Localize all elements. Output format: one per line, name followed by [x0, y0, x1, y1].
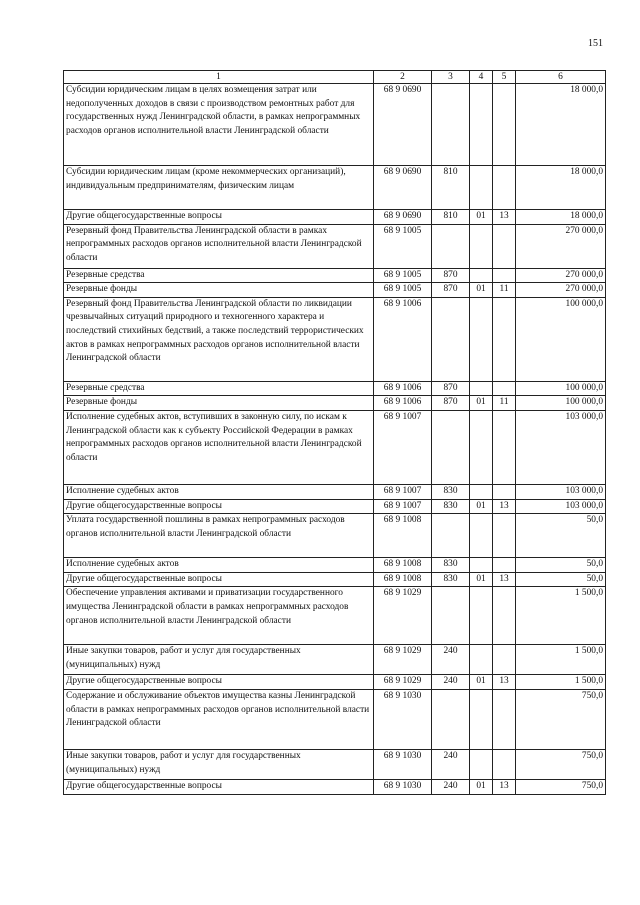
row-amount: 50,0	[516, 514, 606, 558]
row-expense-type: 830	[432, 572, 470, 587]
row-description: Субсидии юридическим лицам в целях возмещения затрат или недополученных доходов в связи с производством ремонтных работ для государственных нужд Ленинградской области, в рамках непрограммных расходов органов исполнительной власти Ленинградской области	[64, 84, 374, 166]
row-expense-type: 830	[432, 558, 470, 573]
row-subsection: 11	[493, 283, 516, 298]
row-amount: 18 000,0	[516, 210, 606, 225]
column-header-5: 5	[493, 71, 516, 84]
table-row	[64, 514, 606, 558]
row-target-article: 68 9 1005	[374, 224, 432, 268]
table-row	[64, 224, 606, 268]
row-amount: 103 000,0	[516, 410, 606, 484]
table-row	[64, 84, 606, 166]
table-row	[64, 410, 606, 484]
row-target-article: 68 9 0690	[374, 166, 432, 210]
row-target-article: 68 9 0690	[374, 84, 432, 166]
row-target-article: 68 9 1030	[374, 749, 432, 779]
row-target-article: 68 9 1029	[374, 675, 432, 690]
row-target-article: 68 9 1029	[374, 587, 432, 645]
table-header	[64, 71, 606, 84]
row-target-article: 68 9 1008	[374, 514, 432, 558]
row-description: Субсидии юридическим лицам (кроме некоммерческих организаций), индивидуальным предпринимателям, физическим лицам	[64, 166, 374, 210]
table-row	[64, 572, 606, 587]
row-expense-type: 870	[432, 268, 470, 283]
table-row	[64, 779, 606, 794]
row-subsection	[493, 749, 516, 779]
row-description: Другие общегосударственные вопросы	[64, 572, 374, 587]
row-subsection	[493, 268, 516, 283]
column-header-3: 3	[432, 71, 470, 84]
row-section	[470, 84, 493, 166]
row-target-article: 68 9 1006	[374, 381, 432, 396]
table-row	[64, 484, 606, 499]
row-section	[470, 514, 493, 558]
row-expense-type	[432, 514, 470, 558]
row-amount: 1 500,0	[516, 587, 606, 645]
row-subsection	[493, 587, 516, 645]
row-description: Резервные фонды	[64, 396, 374, 411]
row-expense-type: 810	[432, 210, 470, 225]
row-target-article: 68 9 1005	[374, 268, 432, 283]
row-section: 01	[470, 210, 493, 225]
row-amount: 270 000,0	[516, 224, 606, 268]
row-amount: 50,0	[516, 572, 606, 587]
row-section: 01	[470, 779, 493, 794]
row-expense-type: 240	[432, 645, 470, 675]
row-subsection	[493, 645, 516, 675]
row-section: 01	[470, 499, 493, 514]
row-amount: 103 000,0	[516, 499, 606, 514]
row-target-article: 68 9 1007	[374, 410, 432, 484]
row-subsection	[493, 84, 516, 166]
row-amount: 100 000,0	[516, 381, 606, 396]
row-expense-type	[432, 587, 470, 645]
table-row	[64, 645, 606, 675]
row-subsection: 13	[493, 572, 516, 587]
row-subsection	[493, 484, 516, 499]
row-amount: 750,0	[516, 689, 606, 749]
row-amount: 103 000,0	[516, 484, 606, 499]
row-description: Резервный фонд Правительства Ленинградской области в рамках непрограммных расходов органов исполнительной власти Ленинградской области	[64, 224, 374, 268]
row-subsection	[493, 410, 516, 484]
row-section: 01	[470, 283, 493, 298]
row-description: Уплата государственной пошлины в рамках непрограммных расходов органов исполнительной власти Ленинградской области	[64, 514, 374, 558]
row-section	[470, 410, 493, 484]
row-expense-type	[432, 224, 470, 268]
row-subsection: 13	[493, 210, 516, 225]
row-amount: 18 000,0	[516, 84, 606, 166]
row-expense-type: 240	[432, 779, 470, 794]
table-row	[64, 558, 606, 573]
row-section	[470, 587, 493, 645]
row-amount: 270 000,0	[516, 268, 606, 283]
row-description: Резервный фонд Правительства Ленинградской области по ликвидации чрезвычайных ситуаций природного и техногенного характера и последствий стихийных бедствий, а также последствий террористических актов в рамках непрограммных расходов органов исполнительной власти Ленинградской области	[64, 297, 374, 381]
table-row	[64, 749, 606, 779]
row-target-article: 68 9 1030	[374, 689, 432, 749]
row-description: Другие общегосударственные вопросы	[64, 675, 374, 690]
table-row	[64, 675, 606, 690]
column-number-row	[64, 71, 606, 84]
row-description: Исполнение судебных актов	[64, 558, 374, 573]
row-subsection: 11	[493, 396, 516, 411]
row-subsection: 13	[493, 499, 516, 514]
row-description: Другие общегосударственные вопросы	[64, 210, 374, 225]
column-header-4: 4	[470, 71, 493, 84]
row-amount: 750,0	[516, 749, 606, 779]
row-description: Другие общегосударственные вопросы	[64, 779, 374, 794]
row-section	[470, 484, 493, 499]
row-subsection: 13	[493, 779, 516, 794]
row-target-article: 68 9 1006	[374, 297, 432, 381]
table-row	[64, 297, 606, 381]
table-row	[64, 268, 606, 283]
row-section: 01	[470, 572, 493, 587]
page-number: 151	[588, 38, 603, 49]
row-section: 01	[470, 396, 493, 411]
row-amount: 270 000,0	[516, 283, 606, 298]
row-expense-type	[432, 410, 470, 484]
row-section	[470, 166, 493, 210]
row-subsection	[493, 689, 516, 749]
row-amount: 1 500,0	[516, 645, 606, 675]
row-subsection	[493, 381, 516, 396]
row-expense-type: 830	[432, 499, 470, 514]
row-amount: 50,0	[516, 558, 606, 573]
row-section	[470, 645, 493, 675]
row-amount: 100 000,0	[516, 396, 606, 411]
row-target-article: 68 9 0690	[374, 210, 432, 225]
row-section: 01	[470, 675, 493, 690]
row-section	[470, 558, 493, 573]
table-body	[64, 84, 606, 795]
row-target-article: 68 9 1006	[374, 396, 432, 411]
row-description: Обеспечение управления активами и приватизации государственного имущества Ленинградской области в рамках непрограммных расходов органов исполнительной власти Ленинградской области	[64, 587, 374, 645]
column-header-6: 6	[516, 71, 606, 84]
row-amount: 100 000,0	[516, 297, 606, 381]
row-expense-type: 240	[432, 749, 470, 779]
row-expense-type: 810	[432, 166, 470, 210]
row-section	[470, 297, 493, 381]
row-target-article: 68 9 1007	[374, 499, 432, 514]
table-row	[64, 381, 606, 396]
row-description: Иные закупки товаров, работ и услуг для государственных (муниципальных) нужд	[64, 645, 374, 675]
row-description: Исполнение судебных актов, вступивших в законную силу, по искам к Ленинградской области как к субъекту Российской Федерации в рамках непрограммных расходов органов исполнительной власти Ленинградской области	[64, 410, 374, 484]
row-expense-type: 870	[432, 283, 470, 298]
table-row	[64, 210, 606, 225]
row-subsection	[493, 558, 516, 573]
row-target-article: 68 9 1008	[374, 558, 432, 573]
row-section	[470, 224, 493, 268]
row-description: Другие общегосударственные вопросы	[64, 499, 374, 514]
row-description: Исполнение судебных актов	[64, 484, 374, 499]
column-header-1: 1	[64, 71, 374, 84]
row-amount: 18 000,0	[516, 166, 606, 210]
table-row	[64, 587, 606, 645]
row-subsection	[493, 514, 516, 558]
row-description: Иные закупки товаров, работ и услуг для государственных (муниципальных) нужд	[64, 749, 374, 779]
row-target-article: 68 9 1008	[374, 572, 432, 587]
row-subsection: 13	[493, 675, 516, 690]
row-expense-type	[432, 297, 470, 381]
row-expense-type	[432, 689, 470, 749]
table-row	[64, 396, 606, 411]
row-amount: 1 500,0	[516, 675, 606, 690]
row-expense-type: 240	[432, 675, 470, 690]
row-target-article: 68 9 1029	[374, 645, 432, 675]
row-expense-type: 870	[432, 381, 470, 396]
row-target-article: 68 9 1005	[374, 283, 432, 298]
row-description: Резервные средства	[64, 268, 374, 283]
row-expense-type: 830	[432, 484, 470, 499]
table-row	[64, 166, 606, 210]
row-target-article: 68 9 1007	[374, 484, 432, 499]
row-description: Резервные средства	[64, 381, 374, 396]
row-subsection	[493, 297, 516, 381]
table-row	[64, 689, 606, 749]
row-subsection	[493, 166, 516, 210]
row-expense-type	[432, 84, 470, 166]
row-description: Содержание и обслуживание объектов имущества казны Ленинградской области в рамках непрограммных расходов органов исполнительной власти Ленинградской области	[64, 689, 374, 749]
row-section	[470, 268, 493, 283]
row-subsection	[493, 224, 516, 268]
row-section	[470, 381, 493, 396]
row-description: Резервные фонды	[64, 283, 374, 298]
row-target-article: 68 9 1030	[374, 779, 432, 794]
budget-table	[63, 70, 606, 795]
row-section	[470, 749, 493, 779]
row-amount: 750,0	[516, 779, 606, 794]
column-header-2: 2	[374, 71, 432, 84]
table-row	[64, 499, 606, 514]
row-expense-type: 870	[432, 396, 470, 411]
row-section	[470, 689, 493, 749]
table-row	[64, 283, 606, 298]
